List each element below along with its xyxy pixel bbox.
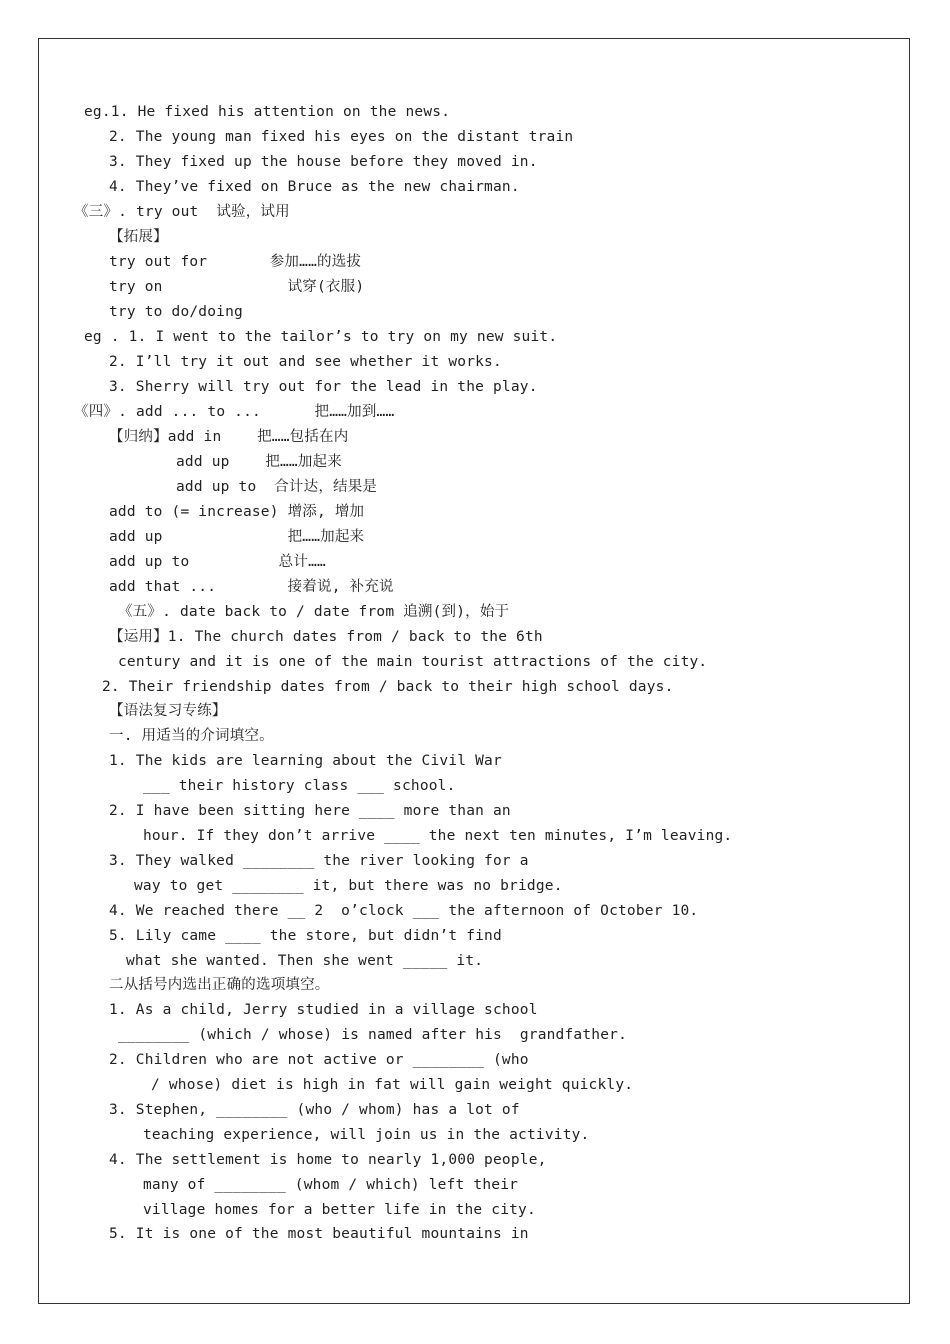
text-line: add up to 合计达，结果是 [176, 479, 378, 495]
exercise-item: way to get ________ it, but there was no bridge. [134, 878, 563, 894]
text-line: 一. 用适当的介词填空。 [109, 728, 274, 744]
exercise-item: 2. Children who are not active or ________ (who [109, 1052, 529, 1068]
exercise-item: village homes for a better life in the city. [143, 1202, 536, 1218]
text-line: 2. I’ll try it out and see whether it works. [109, 354, 502, 370]
text-line: add up 把……加起来 [176, 454, 342, 470]
text-line: 3. Sherry will try out for the lead in the play. [109, 379, 538, 395]
exercise-item: 2. I have been sitting here ____ more than an [109, 803, 511, 819]
exercise-item: ________ (which / whose) is named after his grandfather. [118, 1027, 627, 1043]
exercise-item: ___ their history class ___ school. [143, 778, 456, 794]
section-heading: 【语法复习专练】 [109, 703, 227, 719]
exercise-item: hour. If they don’t arrive ____ the next ten minutes, I’m leaving. [143, 828, 733, 844]
section-heading: 《五》. date back to / date from 追溯(到)，始于 [118, 604, 510, 620]
text-line: 【归纳】add in 把……包括在内 [109, 429, 349, 445]
exercise-item: 3. They walked ________ the river looking for a [109, 853, 529, 869]
text-line: eg.1. He fixed his attention on the news. [84, 104, 451, 120]
section-heading: 《四》. add ... to ... 把……加到…… [74, 404, 395, 420]
exercise-item: 1. As a child, Jerry studied in a village school [109, 1002, 538, 1018]
exercise-item: 4. The settlement is home to nearly 1,000 people, [109, 1152, 547, 1168]
exercise-item: many of ________ (whom / which) left their [143, 1177, 519, 1193]
text-line: try to do/doing [109, 304, 243, 320]
text-line: add up 把……加起来 [109, 529, 365, 545]
exercise-item: what she wanted. Then she went _____ it. [126, 953, 484, 969]
exercise-item: 5. It is one of the most beautiful mountains in [109, 1226, 529, 1242]
text-line: add up to 总计…… [109, 554, 326, 570]
text-line: try on 试穿(衣服) [109, 279, 365, 295]
exercise-item: 3. Stephen, ________ (who / whom) has a lot of [109, 1102, 520, 1118]
text-line: 二从括号内选出正确的选项填空。 [109, 977, 330, 993]
text-line: 2. The young man fixed his eyes on the distant train [109, 129, 574, 145]
exercise-item: 5. Lily came ____ the store, but didn’t find [109, 928, 502, 944]
text-line: 【拓展】 [109, 229, 168, 245]
text-line: 3. They fixed up the house before they moved in. [109, 154, 538, 170]
exercise-item: teaching experience, will join us in the activity. [143, 1127, 590, 1143]
text-line: 4. They’ve fixed on Bruce as the new chairman. [109, 179, 520, 195]
text-line: add that ... 接着说, 补充说 [109, 579, 394, 595]
text-line: century and it is one of the main tourist attractions of the city. [118, 654, 708, 670]
text-line: 【运用】1. The church dates from / back to the 6th [109, 629, 543, 645]
exercise-item: 1. The kids are learning about the Civil War [109, 753, 502, 769]
text-line: eg . 1. I went to the tailor’s to try on my new suit. [84, 329, 558, 345]
section-heading: 《三》. try out 试验，试用 [74, 204, 290, 220]
exercise-item: / whose) diet is high in fat will gain weight quickly. [151, 1077, 634, 1093]
text-line: 2. Their friendship dates from / back to their high school days. [102, 679, 674, 695]
text-line: try out for 参加……的选拔 [109, 254, 362, 270]
text-line: add to (= increase) 增添, 增加 [109, 504, 365, 520]
exercise-item: 4. We reached there __ 2 o’clock ___ the afternoon of October 10. [109, 903, 699, 919]
